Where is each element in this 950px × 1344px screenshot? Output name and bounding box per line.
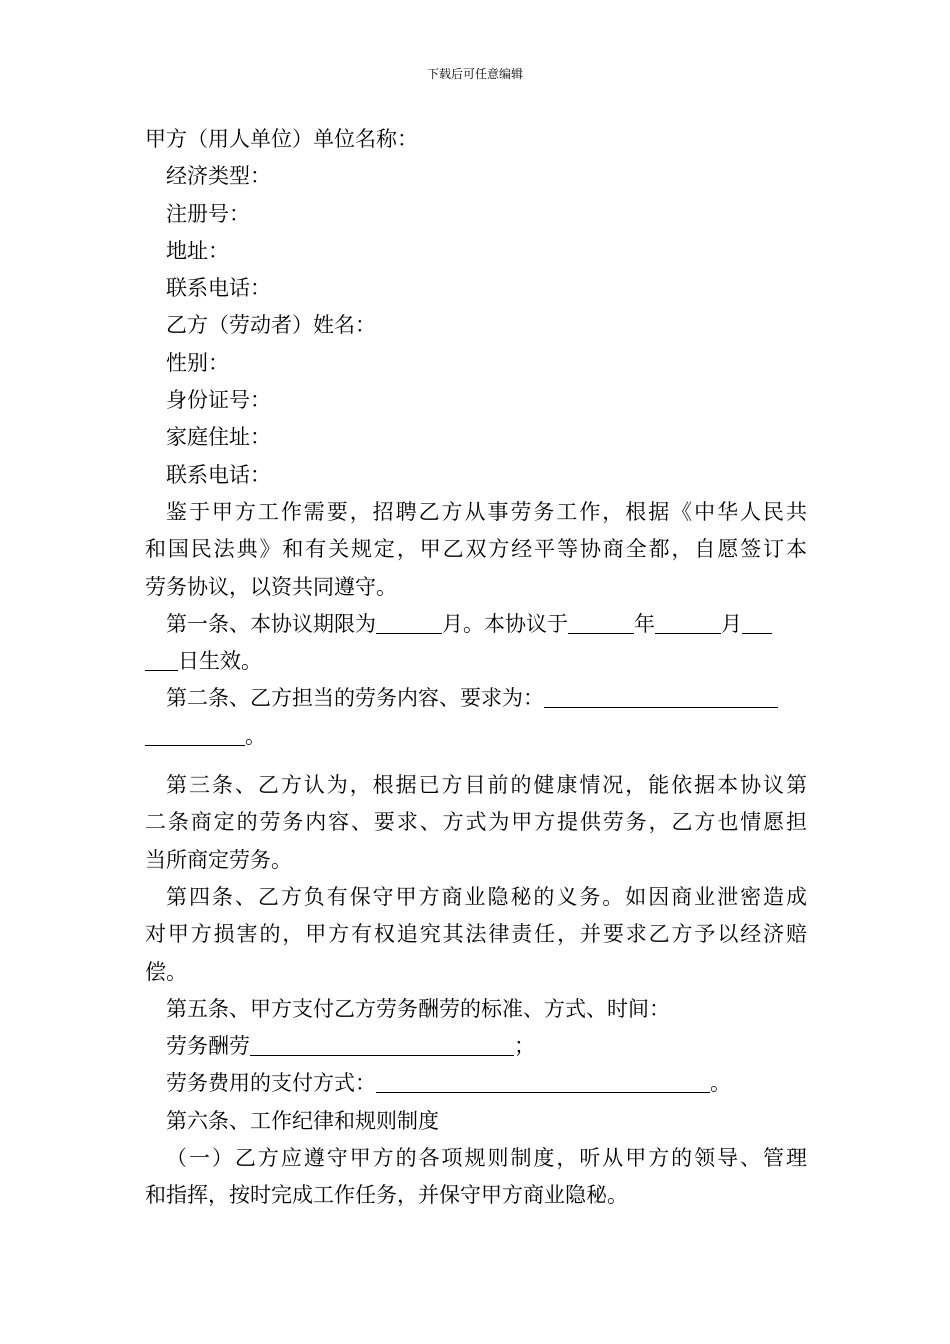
party-a-phone-label: 联系电话： — [166, 276, 271, 301]
gender-label: 性别： — [166, 350, 229, 375]
start-day-blank-a[interactable] — [742, 609, 772, 634]
article-1-text-c: 年 — [634, 611, 655, 636]
article-4-line-2: 对甲方损害的，甲方有权追究其法律责任，并要求乙方予以经济赔 — [145, 922, 807, 947]
service-content-blank-b[interactable] — [145, 721, 245, 746]
article-2-text-a: 第二条、乙方担当的劳务内容、要求为： — [166, 686, 544, 711]
pay-end: ； — [514, 1034, 535, 1059]
address-label: 地址： — [166, 238, 229, 263]
article-2-line-1 — [145, 680, 807, 717]
article-1-text-b: 月。本协议于 — [442, 611, 568, 636]
term-months-blank[interactable] — [376, 609, 442, 634]
party-b-title: 乙方（劳动者）姓名： — [166, 313, 376, 338]
article-1-line-2 — [145, 643, 807, 680]
article-1-line-1 — [145, 606, 807, 643]
article-6-title: 第六条、工作纪律和规则制度 — [166, 1108, 439, 1133]
page-header-note: 下载后可任意编辑 — [426, 67, 523, 81]
article-6-item-1-line-2: 和指挥，按时完成工作任务，并保守甲方商业隐秘。 — [145, 1183, 628, 1208]
id-no-label: 身份证号： — [166, 388, 271, 413]
method-end: 。 — [710, 1071, 731, 1096]
preamble-line-2: 和国民法典》和有关规定，甲乙双方经平等协商全都，自愿签订本 — [145, 537, 807, 562]
start-day-blank-b[interactable] — [145, 646, 178, 671]
payment-method-blank[interactable] — [376, 1068, 710, 1093]
article-2-text-b: 。 — [245, 723, 266, 748]
preamble-line-3: 劳务协议，以资共同遵守。 — [145, 574, 397, 599]
payment-method-label: 劳务费用的支付方式： — [166, 1071, 376, 1096]
pay-label: 劳务酬劳 — [166, 1034, 250, 1059]
article-5-method-line — [145, 1065, 807, 1102]
party-b-phone-label: 联系电话： — [166, 462, 271, 487]
preamble-line-1: 鉴于甲方工作需要，招聘乙方从事劳务工作，根据《中华人民共 — [166, 499, 807, 524]
article-4-line-1: 第四条、乙方负有保守甲方商业隐秘的义务。如因商业泄密造成 — [166, 884, 807, 909]
home-address-label: 家庭住址： — [166, 425, 271, 450]
article-3-line-1: 第三条、乙方认为，根据已方目前的健康情况，能依据本协议第 — [166, 773, 807, 798]
article-3-line-2: 二条商定的劳务内容、要求、方式为甲方提供劳务，乙方也情愿担 — [145, 810, 807, 835]
article-6-item-1-line-1: （一）乙方应遵守甲方的各项规则制度，听从甲方的领导、管理 — [166, 1146, 807, 1171]
article-1-text-e: 日生效。 — [178, 649, 262, 674]
pay-amount-blank[interactable] — [250, 1031, 514, 1056]
econ-type-label: 经济类型： — [166, 164, 271, 189]
start-year-blank[interactable] — [568, 609, 634, 634]
start-month-blank[interactable] — [655, 609, 721, 634]
reg-no-label: 注册号： — [166, 201, 250, 226]
service-content-blank-a[interactable] — [544, 683, 778, 708]
article-2-line-2 — [145, 718, 807, 755]
article-1-text-a: 第一条、本协议期限为 — [166, 611, 376, 636]
article-3-line-3: 当所商定劳务。 — [145, 847, 292, 872]
article-4-line-3: 偿。 — [145, 959, 187, 984]
article-5-pay-line — [145, 1028, 807, 1065]
article-1-text-d: 月 — [721, 611, 742, 636]
party-a-title: 甲方（用人单位）单位名称： — [145, 127, 418, 151]
article-5-title: 第五条、甲方支付乙方劳务酬劳的标准、方式、时间： — [166, 996, 670, 1021]
contract-body — [145, 121, 807, 1215]
